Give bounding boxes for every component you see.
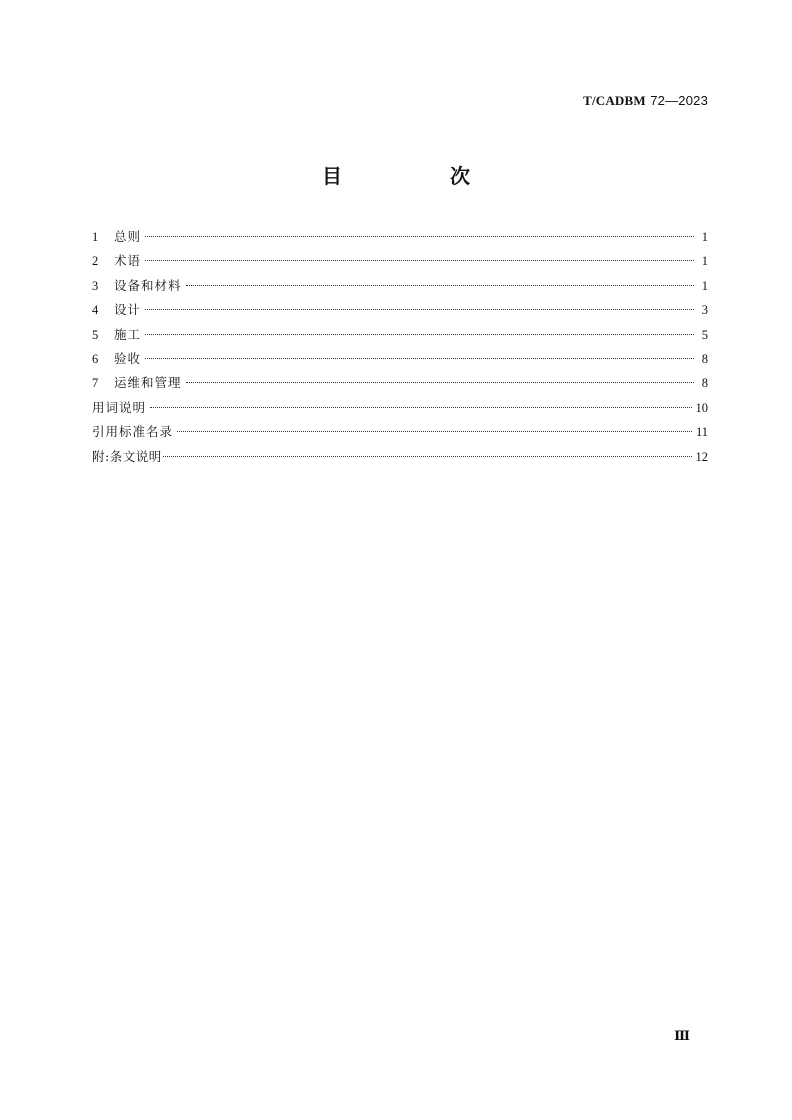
toc-dot-leader — [163, 456, 692, 457]
toc-entry-page: 1 — [701, 254, 708, 269]
toc-entry-page: 10 — [695, 400, 708, 415]
toc-entry-equipment-materials[interactable] — [92, 276, 708, 300]
toc-entry-number: 3 — [92, 278, 99, 293]
toc-dot-leader — [150, 407, 691, 408]
standard-number: 72—2023 — [650, 93, 708, 108]
toc-entry-number: 6 — [92, 351, 99, 366]
toc-entry-referenced-standards[interactable] — [92, 422, 708, 446]
toc-entry-title: 设计 — [114, 302, 142, 318]
toc-dot-leader — [145, 260, 694, 261]
toc-entry-page: 3 — [701, 303, 708, 318]
toc-dot-leader — [177, 431, 692, 432]
toc-dot-leader — [145, 358, 694, 359]
table-of-contents — [92, 227, 708, 471]
toc-entry-page: 8 — [701, 376, 708, 391]
toc-entry-title: 运维和管理 — [114, 375, 182, 391]
toc-entry-title: 用词说明 — [92, 399, 147, 415]
toc-dot-leader — [186, 382, 694, 383]
toc-entry-title: 术语 — [114, 253, 142, 269]
toc-entry-title: 总则 — [114, 229, 142, 244]
toc-dot-leader — [145, 334, 694, 335]
toc-entry-title: 施工 — [114, 326, 142, 342]
toc-entry-appendix-clause-explanation[interactable] — [92, 447, 708, 471]
toc-entry-number: 7 — [92, 376, 99, 391]
toc-entry-title: 验收 — [114, 350, 142, 366]
standard-id: T/CADBM — [583, 93, 646, 108]
toc-entry-number: 5 — [92, 327, 99, 342]
toc-entry-operation-maintenance[interactable] — [92, 373, 708, 397]
toc-entry-title: 引用标准名录 — [92, 424, 174, 440]
document-code — [583, 93, 708, 109]
toc-entry-page: 1 — [701, 278, 708, 293]
toc-entry-page: 11 — [695, 425, 708, 440]
toc-entry-page: 1 — [701, 230, 708, 244]
toc-entry-acceptance[interactable] — [92, 349, 708, 373]
toc-entry-page: 12 — [695, 449, 708, 464]
toc-entry-general[interactable] — [92, 227, 708, 251]
toc-entry-number: 1 — [92, 230, 99, 244]
toc-entry-terms[interactable] — [92, 251, 708, 275]
toc-heading: 目 次 — [322, 164, 514, 188]
toc-entry-construction[interactable] — [92, 325, 708, 349]
toc-entry-page: 5 — [701, 327, 708, 342]
toc-entry-number: 4 — [92, 303, 99, 318]
toc-dot-leader — [145, 309, 694, 310]
toc-entry-title: 设备和材料 — [114, 277, 182, 293]
toc-entry-title: 附:条文说明 — [92, 448, 162, 464]
toc-dot-leader — [186, 285, 694, 286]
toc-entry-design[interactable] — [92, 300, 708, 324]
toc-entry-wording-explanation[interactable] — [92, 398, 708, 422]
toc-entry-number: 2 — [92, 254, 99, 269]
toc-entry-page: 8 — [701, 351, 708, 366]
page-number: Ⅲ — [674, 1028, 690, 1043]
toc-dot-leader — [145, 236, 694, 237]
